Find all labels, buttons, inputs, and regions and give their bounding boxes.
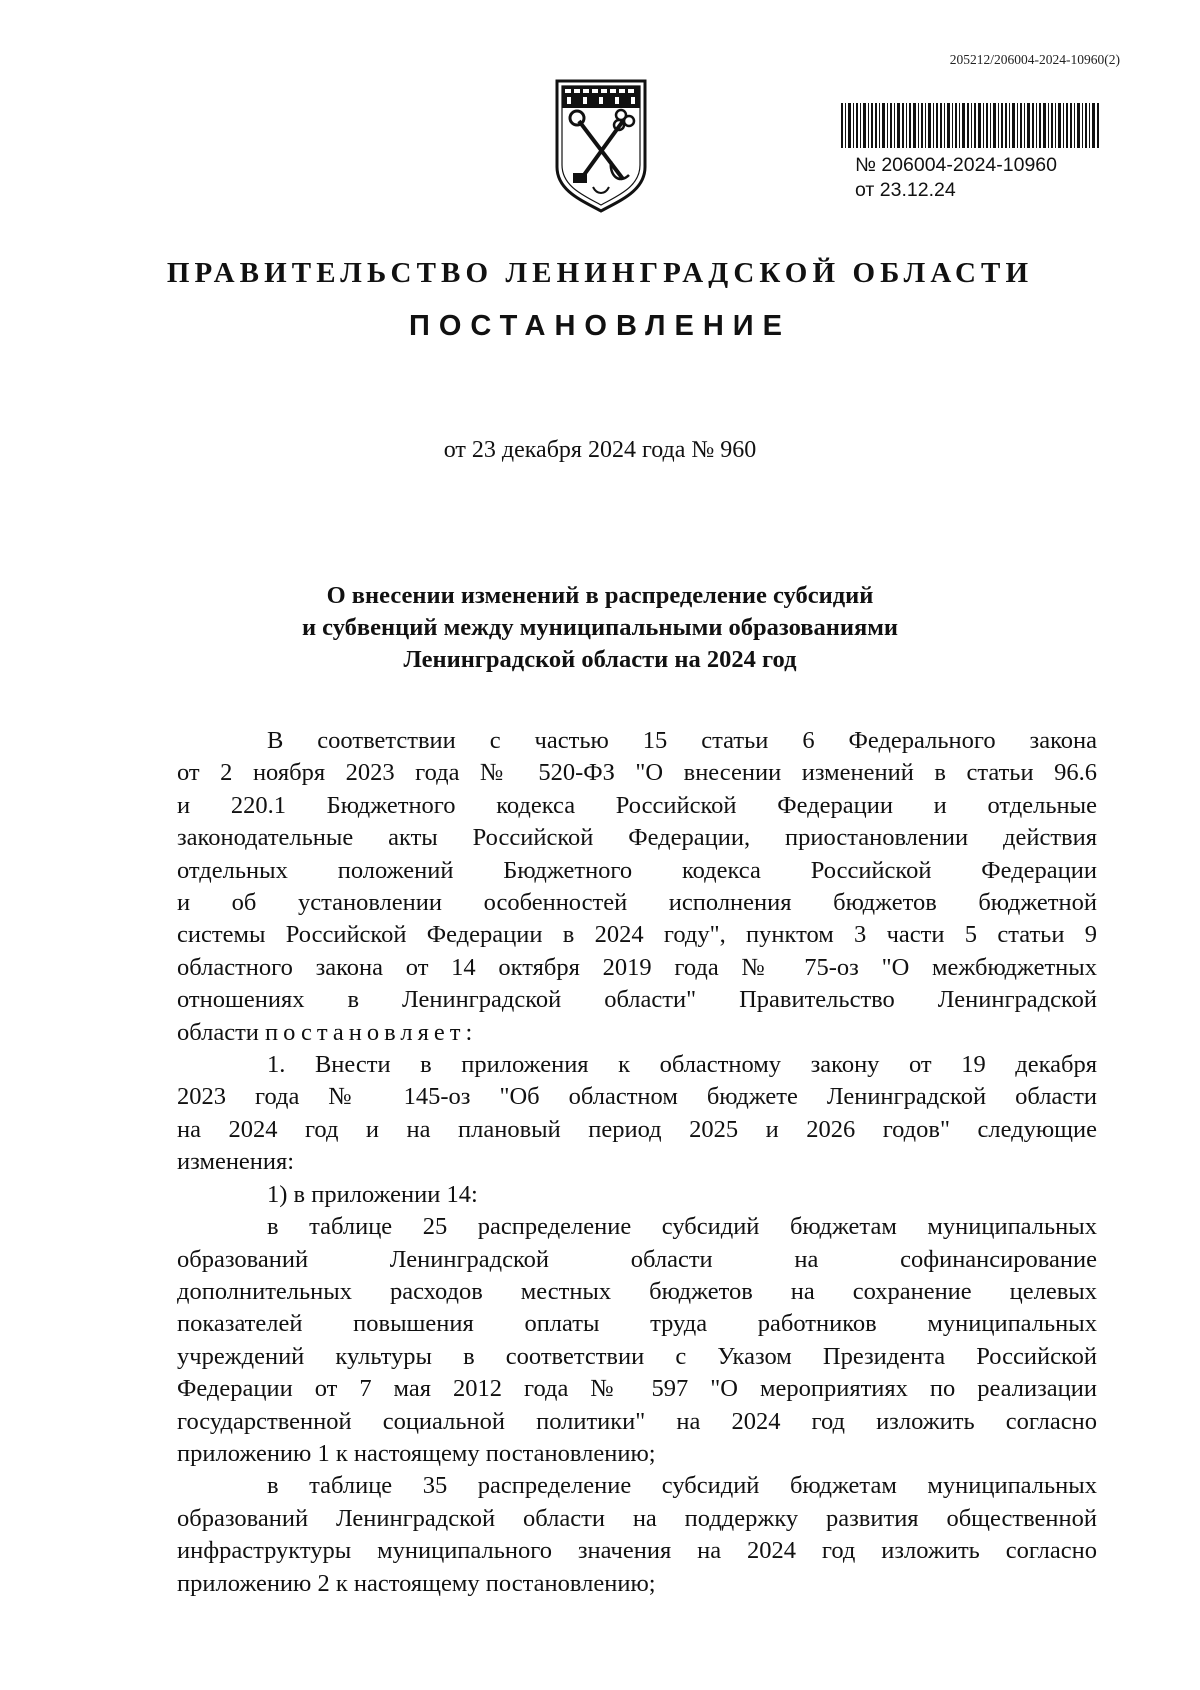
body-line: 1. Внести в приложения к областному закону от 19 декабря: [267, 1051, 1097, 1079]
decree-body: [177, 725, 1097, 1600]
body-line: образований Ленинградской области на поддержку развития общественной: [177, 1504, 1097, 1532]
body-line: на 2024 год и на плановый период 2025 и 2026 годов" следующие: [177, 1115, 1097, 1143]
body-line: отношениях в Ленинградской области" Правительство Ленинградской: [177, 986, 1097, 1014]
body-line: областного закона от 14 октября 2019 года № 75-оз "О межбюджетных: [177, 953, 1097, 981]
subject-line: и субвенций между муниципальными образованиями: [301, 614, 899, 641]
body-line: от 2 ноября 2023 года № 520-ФЗ "О внесении изменений в статьи 96.6: [177, 759, 1097, 787]
document-type: ПОСТАНОВЛЕНИЕ: [409, 310, 791, 342]
registration-number: № 206004-2024-10960: [855, 154, 1057, 176]
decree-subject: [0, 580, 1200, 676]
registration-stamp: [855, 153, 1057, 203]
body-line: Федерации от 7 мая 2012 года № 597 "О мероприятиях по реализации: [177, 1375, 1097, 1403]
body-line: системы Российской Федерации в 2024 году", пунктом 3 части 5 статьи 9: [177, 921, 1097, 949]
body-line: [177, 1017, 1097, 1049]
body-line: 1) в приложении 14:: [267, 1180, 478, 1208]
body-line: в таблице 35 распределение субсидий бюджетам муниципальных: [267, 1472, 1097, 1500]
body-line: дополнительных расходов местных бюджетов на сохранение целевых: [177, 1277, 1097, 1305]
body-line: образований Ленинградской области на софинансирование: [177, 1245, 1097, 1273]
decree-date-number: от 23 декабря 2024 года № 960: [443, 437, 757, 463]
document-id: 205212/206004-2024-10960(2): [949, 52, 1120, 67]
body-line: отдельных положений Бюджетного кодекса Российской Федерации: [177, 856, 1097, 884]
body-line: показателей повышения оплаты труда работников муниципальных: [177, 1310, 1097, 1338]
body-line: государственной социальной политики" на 2024 год изложить согласно: [177, 1407, 1097, 1435]
body-text: области: [177, 1018, 266, 1046]
body-line: приложению 2 к настоящему постановлению;: [177, 1569, 656, 1597]
registration-date: от 23.12.24: [855, 179, 956, 201]
body-line: приложению 1 к настоящему постановлению;: [177, 1439, 656, 1467]
subject-line: Ленинградской области на 2024 год: [403, 646, 797, 673]
barcode-icon: [841, 103, 1099, 148]
body-line: и об установлении особенностей исполнения бюджетов бюджетной: [177, 889, 1097, 917]
body-line: учреждений культуры в соответствии с Указом Президента Российской: [177, 1342, 1097, 1370]
body-line: инфраструктуры муниципального значения на 2024 год изложить согласно: [177, 1537, 1097, 1565]
coat-of-arms-icon: [553, 75, 649, 215]
body-line: в таблице 25 распределение субсидий бюджетам муниципальных: [267, 1213, 1097, 1241]
body-line: 2023 года № 145-оз "Об областном бюджете Ленинградской области: [177, 1083, 1097, 1111]
body-line: В соответствии с частью 15 статьи 6 Федерального закона: [267, 727, 1097, 754]
body-line: законодательные акты Российской Федерации, приостановлении действия: [177, 824, 1097, 852]
body-text-spaced: постановляет:: [265, 1018, 478, 1046]
government-title: ПРАВИТЕЛЬСТВО ЛЕНИНГРАДСКОЙ ОБЛАСТИ: [166, 257, 1034, 289]
subject-line: О внесении изменений в распределение субсидий: [326, 582, 874, 609]
body-line: изменения:: [177, 1148, 295, 1176]
body-line: и 220.1 Бюджетного кодекса Российской Федерации и отдельные: [177, 791, 1097, 819]
